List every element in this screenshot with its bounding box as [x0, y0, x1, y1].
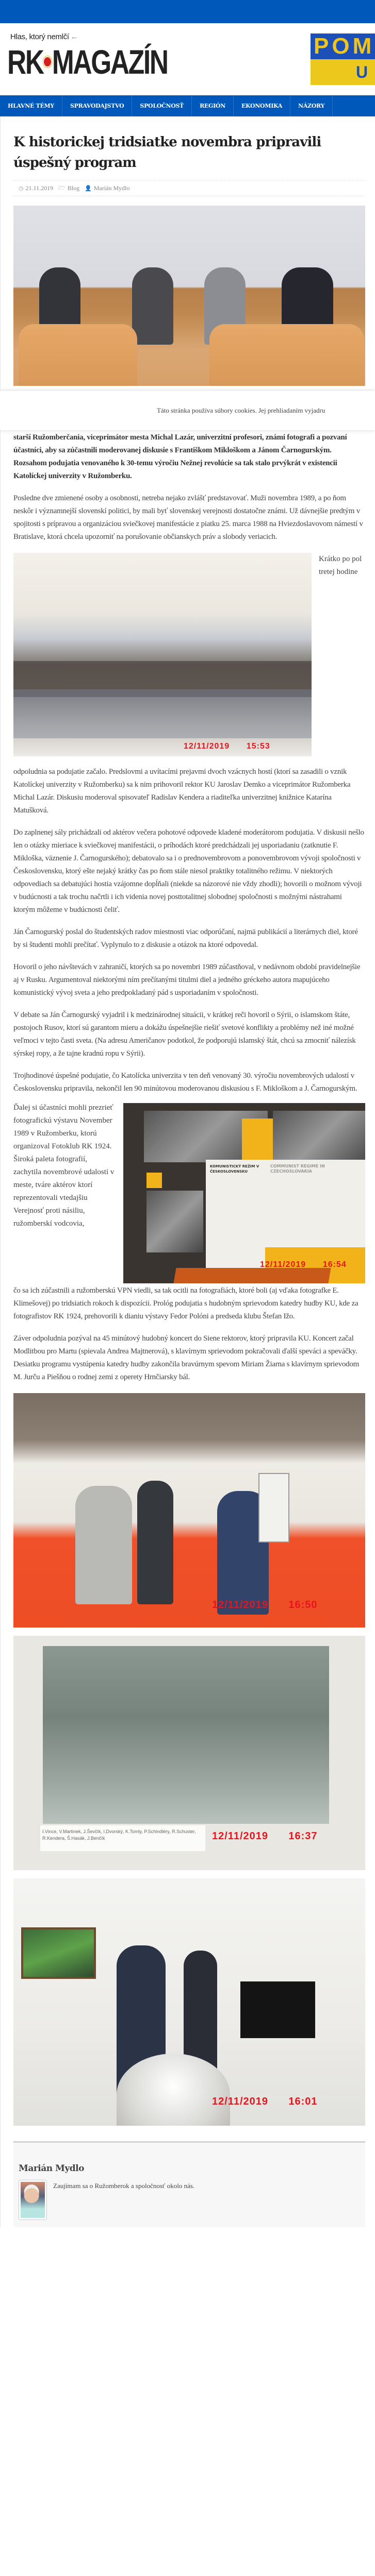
- photo-audience: [13, 553, 312, 756]
- photo-timestamp: 12/11/2019 16:01: [212, 2096, 318, 2107]
- photo-archive-group: [13, 1636, 365, 1870]
- photo-exhibit-image: [146, 1191, 203, 1252]
- banner-bottom-text: U: [311, 59, 375, 85]
- article-float-text: Krátko po pol tretej hodine: [319, 555, 362, 576]
- photo-figure: [75, 1486, 132, 1604]
- user-icon: 👤: [85, 185, 92, 192]
- author-avatar-image: [21, 2182, 45, 2218]
- logo-text-left: RK: [7, 43, 43, 81]
- photo-archive-caption: I.Vince, V.Martinek, J.Ševčík, I.Dvorský, K.Tomly, P.Schindléry, R.Schuster, R.Kendera, Š.Hasák, J.Benčík: [40, 1825, 205, 1851]
- meta-date: [19, 184, 53, 192]
- cookie-notice-text: Táto stránka používa súbory cookies. Jej prehliadaním vyjadru: [157, 406, 325, 414]
- photo-exhibit-image: [273, 1111, 365, 1167]
- article-paragraph: Ján Čarnogurský poslal do študentských radov miestnosti viac odporúčaní, najmä publikácií a literárnych diel, ktoré by si študenti mohli prečítať. Vyplynulo to z diskusie a otázok na ktoré odpovedal.: [13, 928, 358, 949]
- article-paragraph: čo sa ich zúčastnili a ružomberskú VPN viedli, sa tak ocitli na fotografiách, ktoré boli (aj vďaka fotografke E. Klimešovej) po tridsiatich rokoch k dispozícii. Prológ podujatia s hudobným sprievodom katedry hudby KU, kde za fotografistov RK 1924, prehovorili k dianiu výstavy Fedor Polóni a predseda klubu Štefan Ižo.: [13, 1286, 358, 1320]
- meta-category[interactable]: [58, 183, 79, 193]
- photo-exhibition-panel: [123, 1103, 365, 1283]
- article-container: [0, 116, 375, 2227]
- meta-date-text: 21.11.2019: [25, 184, 54, 192]
- article-paragraph: V debate sa Ján Čarnogurský vyjadril i k medzinárodnej situácii, v krátkej reči hovoril o Sýrii, o islamskom štáte, postojoch Rusov, ktorí sú garantom mieru a dokážu úspešnejšie riešiť svetové konflikty a problémy než iné možné veľmoci v tejto časti sveta. (Na adresu Američanov podotkol, že podporujú islamský štát, chcú sa zmocniť nálezísk sýrskej ropy, a že tajne kradnú ropu v Sýrii).: [13, 1011, 356, 1058]
- author-name[interactable]: Marián Mydlo: [19, 2163, 84, 2174]
- main-nav: [0, 95, 375, 116]
- clock-icon: ◷: [19, 185, 24, 192]
- exhibit-easel: [173, 1268, 331, 1283]
- ukraine-banner[interactable]: [311, 33, 375, 85]
- site-logo[interactable]: [7, 44, 168, 80]
- hero-photo-panel-discussion: [13, 206, 365, 386]
- site-header: [0, 23, 375, 95]
- article-paragraph: odpoludnia sa podujatie začalo. Predslovmi a uvítacími prejavmi dvoch vzácnych hostí (ktorí sa zasadili o vznik Katolíckej univerzity v Ružomberku) sa k nim prihovoril rektor KU Jaroslav Demko a viceprimátor Ružomberka Michal Lazár. Diskusiu moderoval spisovateľ Radislav Kendera a riaditeľka univerzitnej knižnice Katarína Matušková.: [13, 768, 351, 815]
- article-lead: starší Ružomberčania, viceprimátor mesta Michal Lazár, univerzitní profesori, známi fotografi a pozvaní účastníci, aby sa zúčastnili moderovanej diskusie s Františkom Mikloškom a Jánom Čarnogurským. Rozsahom podujatia venovaného k 30-temu výročiu Nežnej revolúcie sa tak stalo prvýkrát v existencii Katolíckej univerzity v Ružomberku.: [13, 433, 347, 480]
- photo-timestamp: 12/11/2019 16:37: [212, 1831, 318, 1842]
- meta-author[interactable]: [85, 184, 129, 192]
- author-avatar: [19, 2180, 47, 2220]
- meta-category-text[interactable]: Blog: [67, 184, 80, 192]
- photo-painting: [21, 1927, 96, 1979]
- banner-top-text: POM: [311, 33, 375, 59]
- exhibit-yellow-block: [146, 1173, 162, 1188]
- rose-icon: [44, 57, 51, 66]
- photo-piano: [240, 1981, 315, 2038]
- exhibit-title-en: COMMUNIST REGIME IN CZECHOSLOVAKIA: [270, 1164, 325, 1174]
- article-paragraph: Posledne dve zmienené osoby a osobnosti, netreba nejako zvlášť predstavovať. Muži novembra 1989, a po ňom neskôr i významnejší slovenskí politici, by mali byť slovenskej verejnosti dostatočne známi. Už dávnejšie predtým v spojitosti s prípravou a organizáciou sviečkovej manifestácie z piatku 25. marca 1988 na Hviezdoslavovom námestí v Bratislave, ktorá chcela upozorniť na porušovanie občianskych práv a slobody veriacich.: [13, 494, 363, 541]
- photo-exhibit-board: [258, 1473, 289, 1543]
- exhibit-yellow-block: [242, 1118, 273, 1162]
- nav-item-ekonomika[interactable]: EKONOMIKA: [234, 95, 290, 116]
- article-meta: [13, 180, 365, 196]
- photo-exhibition-visitors: [13, 1393, 365, 1628]
- arrow-left-icon: ←: [70, 32, 78, 41]
- photo-figure: [137, 1481, 173, 1604]
- nav-item-spolocnost[interactable]: SPOLOČNOSŤ: [132, 95, 192, 116]
- photo-figure: [132, 267, 173, 345]
- article-paragraph: Hovoril o jeho návštevách v zahraničí, ktorých sa po novembri 1989 zúčastňoval, v nedávnom období pravidelnejšie aj v Rusku. Argumentoval niektorými ním prečítanými titulmi diel a jedného gréckeho autora mapujúceho komunistický vývoj sveta a jeho predpokladaný pád s usporiadaním v spoločnosti.: [13, 963, 361, 997]
- nav-item-region[interactable]: REGIÓN: [192, 95, 234, 116]
- photo-concert-hall: [13, 1878, 365, 2126]
- photo-timestamp: 12/11/2019 16:50: [212, 1599, 318, 1611]
- author-bio: Zaujímam sa o Ružomberok a spoločnosť okolo nás.: [53, 2182, 195, 2190]
- float-section-audience: [13, 553, 365, 756]
- author-box: [13, 2141, 365, 2227]
- article-paragraph: Trojhodinové úspešné podujatie, čo Katolícka univerzita v ten deň venovaný 30. výročiu novembrových udalostí v Československu pripravila, nekončil len 90 minútovou moderovanou diskusiou s F. Mikloškom a J. Čarnogurským.: [13, 1072, 357, 1093]
- photo-timestamp: 12/11/2019 16:54: [260, 1260, 347, 1269]
- article-float-text: Ďalej si účastníci mohli prezrieť fotografickú výstavu November 1989 v Ružomberku, ktorú organizoval Fotoklub RK 1924. Široká paleta fotografií, zachytila novembrové udalosti v meste, tváre aktérov ktorí reprezentovali vtedajšiu Verejnosť proti násiliu, ružomberskí vodcovia,: [13, 1104, 115, 1228]
- logo-text-right: MAGAZÍN: [52, 43, 168, 81]
- top-bar: [0, 0, 375, 23]
- photo-chair: [19, 324, 137, 386]
- article-title: K historickej tridsiatke novembra pripravili úspešný program: [13, 134, 321, 171]
- meta-author-text[interactable]: Marián Mydlo: [93, 184, 130, 192]
- photo-chair: [209, 324, 364, 386]
- tagline-text: Hlas, ktorý nemlčí: [10, 32, 69, 41]
- nav-item-spravodajstvo[interactable]: SPRAVODAJSTVO: [62, 95, 132, 116]
- photo-archive-image: [43, 1646, 329, 1824]
- float-section-exhibition: [13, 1101, 365, 1283]
- photo-timestamp: 12/11/2019 15:53: [184, 742, 270, 751]
- photo-audience-row: [13, 689, 312, 738]
- nav-item-nazory[interactable]: NÁZORY: [290, 95, 333, 116]
- article-paragraph: Záver odpoludnia pozýval na 45 minútový hudobný koncert do Siene rektorov, ktorý pripravila KU. Koncert začal Modlitbou pro Martu (spievala Andrea Majtnerová), s klavírnym sprievodom pokračovali ďalší speváci a speváčky. Desiatku programu vystúpenia katedry hudby zakončila bravúrnym spevom Miriam Žiarna s klavírnym sprievodom M. Jurču a Piešňou o rodnej zemi z operety Hrnčiarsky bál.: [13, 1334, 359, 1381]
- exhibit-title-sk: KOMUNISTICKÝ REŽIM V ČESKOSLOVENSKU: [210, 1164, 259, 1174]
- cookie-notice: [0, 391, 375, 430]
- site-tagline: [10, 32, 78, 41]
- nav-item-hlavne-temy[interactable]: HLAVNÉ TÉMY: [0, 95, 62, 116]
- article-paragraph: Do zaplnenej sály prichádzali od aktérov večera pohotové odpovede kladené moderátorom podujatia. V diskusii nešlo len o otázky mieriace k sviečkovej manifestácii, o príhodách ktoré predchádzali jej usporiadaniu (zatknutie F. Mikloška, väznenie J. Čarnogurského); debatovalo sa i o prednovembrovom a ponovembrovom vývoji spoločnosti v Československu, ktorý ešte nejaký krátky čas po ňom stále niesol praktiky totalitného režimu. V niektorých odpovediach sa debatujúci hostia vzájomne dopĺňali (niekde sa názorové nie vždy zhodli); hovorili o možnom vývoji v budúcnosti a tak trochu načrtli i ich videnia novej posttotalitnej slobodnej spoločnosti s možnými nástrahami ktorým môžeme v budúcnosti čeliť.: [13, 828, 364, 914]
- folder-icon: 🗁: [58, 185, 66, 191]
